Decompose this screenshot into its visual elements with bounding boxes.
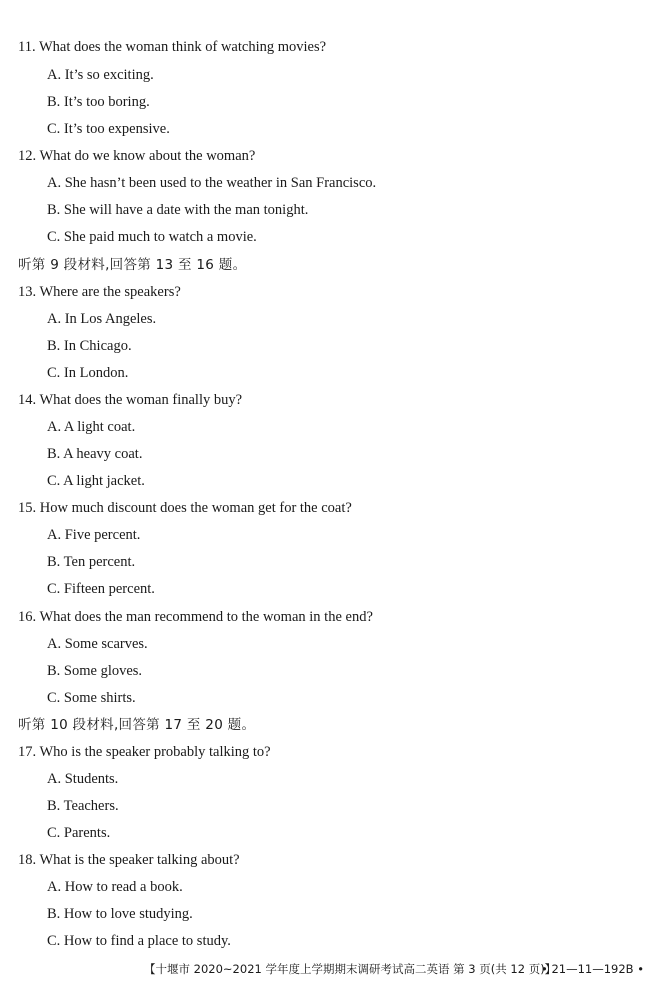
page-footer-title: 【十堰市 2020~2021 学年度上学期期末调研考试高二英语 第 3 页(共 12 页)】 [144,962,557,976]
q15-option-c: C. Fifteen percent. [47,581,155,597]
question-18: 18. What is the speaker talking about? [18,852,240,868]
q14-option-a: A. A light coat. [47,419,136,435]
question-15: 15. How much discount does the woman get for the coat? [18,500,352,516]
question-14: 14. What does the woman finally buy? [18,392,243,408]
q17-option-c: C. Parents. [47,825,111,841]
q12-option-c: C. She paid much to watch a movie. [47,229,257,245]
section-10-instruction: 听第 10 段材料,回答第 17 至 20 题。 [18,717,256,733]
question-12: 12. What do we know about the woman? [18,148,256,164]
q12-option-a: A. She hasn’t been used to the weather in San Francisco. [47,175,377,191]
q17-option-b: B. Teachers. [47,798,119,814]
q18-option-a: A. How to read a book. [47,879,183,895]
q11-option-a: A. It’s so exciting. [47,67,154,83]
q13-option-b: B. In Chicago. [47,338,132,354]
section-9-instruction: 听第 9 段材料,回答第 13 至 16 题。 [18,257,247,273]
question-16: 16. What does the man recommend to the woman in the end? [18,609,373,625]
q15-option-a: A. Five percent. [47,527,141,543]
question-13: 13. Where are the speakers? [18,284,181,300]
question-17: 17. Who is the speaker probably talking to? [18,744,271,760]
q17-option-a: A. Students. [47,771,119,787]
question-11: 11. What does the woman think of watching movies? [18,39,327,55]
q11-option-b: B. It’s too boring. [47,94,150,110]
q16-option-a: A. Some scarves. [47,636,148,652]
q14-option-c: C. A light jacket. [47,473,145,489]
q13-option-a: A. In Los Angeles. [47,311,157,327]
q14-option-b: B. A heavy coat. [47,446,143,462]
q12-option-b: B. She will have a date with the man tonight. [47,202,309,218]
q18-option-b: B. How to love studying. [47,906,193,922]
page-footer-code: • 21—11—192B • [541,962,644,976]
q11-option-c: C. It’s too expensive. [47,121,170,137]
q16-option-b: B. Some gloves. [47,663,143,679]
q18-option-c: C. How to find a place to study. [47,933,231,949]
q16-option-c: C. Some shirts. [47,690,136,706]
q15-option-b: B. Ten percent. [47,554,136,570]
q13-option-c: C. In London. [47,365,129,381]
